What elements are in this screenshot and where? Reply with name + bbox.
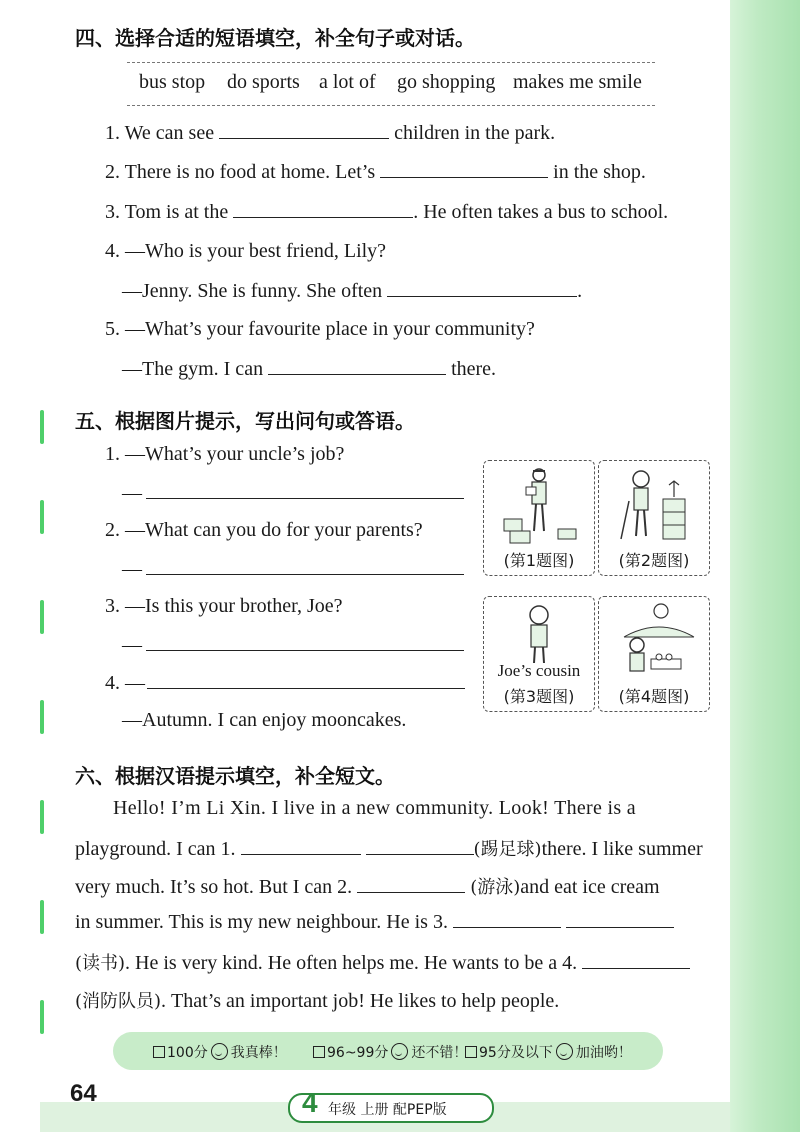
left-edge-decoration <box>40 400 50 1100</box>
section-5-title: 五、根据图片提示，写出问句或答语。 <box>75 409 415 433</box>
question-5-1-answer: — <box>122 482 464 505</box>
question-4-5: 5. —What’s your favourite place in your community? <box>105 318 535 340</box>
passage-line: (读书). He is very kind. He often helps me. He wants to be a 4. <box>75 949 690 975</box>
answer-blank[interactable] <box>566 926 674 928</box>
score-option-95-below[interactable]: 95分及以下 加油哟！ <box>465 1042 632 1062</box>
question-4-1: 1. We can see children in the park. <box>105 122 556 144</box>
word-bank <box>127 62 655 106</box>
smiley-face-icon <box>211 1043 228 1060</box>
question-5-4-answer: —Autumn. I can enjoy mooncakes. <box>122 709 407 731</box>
question-4-4-answer: —Jenny. She is funny. She often . <box>122 280 583 302</box>
question-5-3-answer: — <box>122 634 464 657</box>
answer-blank[interactable] <box>233 216 413 218</box>
checkbox-icon[interactable] <box>465 1046 477 1058</box>
answer-blank[interactable] <box>366 853 474 855</box>
passage-line: Hello! I’m Li Xin. I live in a new community. Look! There is a <box>113 797 636 819</box>
grade-text: 年级 上册 配PEP版 <box>328 1102 447 1118</box>
question-5-2-answer: — <box>122 558 464 581</box>
checkbox-icon[interactable] <box>153 1046 165 1058</box>
question-4-3: 3. Tom is at the . He often takes a bus to school. <box>105 201 669 223</box>
question-4-5-answer: —The gym. I can there. <box>122 358 497 380</box>
answer-blank[interactable] <box>453 926 561 928</box>
score-option-96-99[interactable]: 96~99分 还不错！ <box>313 1042 467 1062</box>
passage-line: (消防队员). That’s an important job! He likes to help people. <box>75 990 560 1012</box>
word-bank-item: go shopping <box>397 71 496 93</box>
picture-1-deliveryman <box>483 460 595 576</box>
answer-blank[interactable] <box>241 853 361 855</box>
page-number: 64 <box>70 1080 97 1107</box>
checkbox-icon[interactable] <box>313 1046 325 1058</box>
answer-blank[interactable] <box>268 373 446 375</box>
smiley-face-icon <box>391 1043 408 1060</box>
answer-blank[interactable] <box>146 497 464 499</box>
question-4-4: 4. —Who is your best friend, Lily? <box>105 240 387 262</box>
score-option-100[interactable]: 100分 我真棒！ <box>153 1042 287 1062</box>
self-assessment-bar <box>113 1032 663 1070</box>
answer-blank[interactable] <box>146 573 464 575</box>
cheer-face-icon <box>556 1043 573 1060</box>
sweeping-boy-illustration <box>599 461 709 551</box>
word-bank-item: makes me smile <box>513 71 642 93</box>
answer-blank[interactable] <box>380 176 548 178</box>
question-5-2: 2. —What can you do for your parents? <box>105 519 423 541</box>
picture-label: Joe’s cousin <box>497 661 581 680</box>
picture-4-mooncakes <box>598 596 710 712</box>
deliveryman-illustration <box>484 461 594 551</box>
grade-badge <box>288 1087 494 1123</box>
section-4-title: 四、选择合适的短语填空，补全句子或对话。 <box>75 26 475 50</box>
picture-caption: (第1题图) <box>503 551 575 570</box>
passage-line: in summer. This is my new neighbour. He is 3. <box>75 911 674 934</box>
mooncake-scene-illustration <box>599 597 709 687</box>
answer-blank[interactable] <box>146 649 464 651</box>
question-5-1: 1. —What’s your uncle’s job? <box>105 443 345 465</box>
word-bank-item: bus stop <box>139 71 206 93</box>
passage-line: playground. I can 1. (踢足球)there. I like summer <box>75 838 703 860</box>
word-bank-item: a lot of <box>319 71 376 93</box>
answer-blank[interactable] <box>357 891 465 893</box>
picture-caption: (第4题图) <box>618 687 690 706</box>
section-6-title: 六、根据汉语提示填空，补全短文。 <box>75 764 395 788</box>
passage-line: very much. It’s so hot. But I can 2. (游泳)and eat ice cream <box>75 876 660 898</box>
picture-3-joes-cousin <box>483 596 595 712</box>
word-bank-item: do sports <box>227 71 300 93</box>
decorative-green-border <box>730 0 800 1132</box>
grade-number: 4 <box>302 1087 318 1118</box>
boy-illustration <box>484 597 594 667</box>
answer-blank[interactable] <box>582 967 690 969</box>
picture-caption: (第2题图) <box>618 551 690 570</box>
question-4-2: 2. There is no food at home. Let’s in the shop. <box>105 161 646 183</box>
answer-blank[interactable] <box>387 295 577 297</box>
answer-blank[interactable] <box>147 687 465 689</box>
picture-2-sweeping <box>598 460 710 576</box>
answer-blank[interactable] <box>219 137 389 139</box>
question-5-3: 3. —Is this your brother, Joe? <box>105 595 343 617</box>
picture-caption: (第3题图) <box>503 687 575 706</box>
question-5-4: 4. — <box>105 672 465 695</box>
